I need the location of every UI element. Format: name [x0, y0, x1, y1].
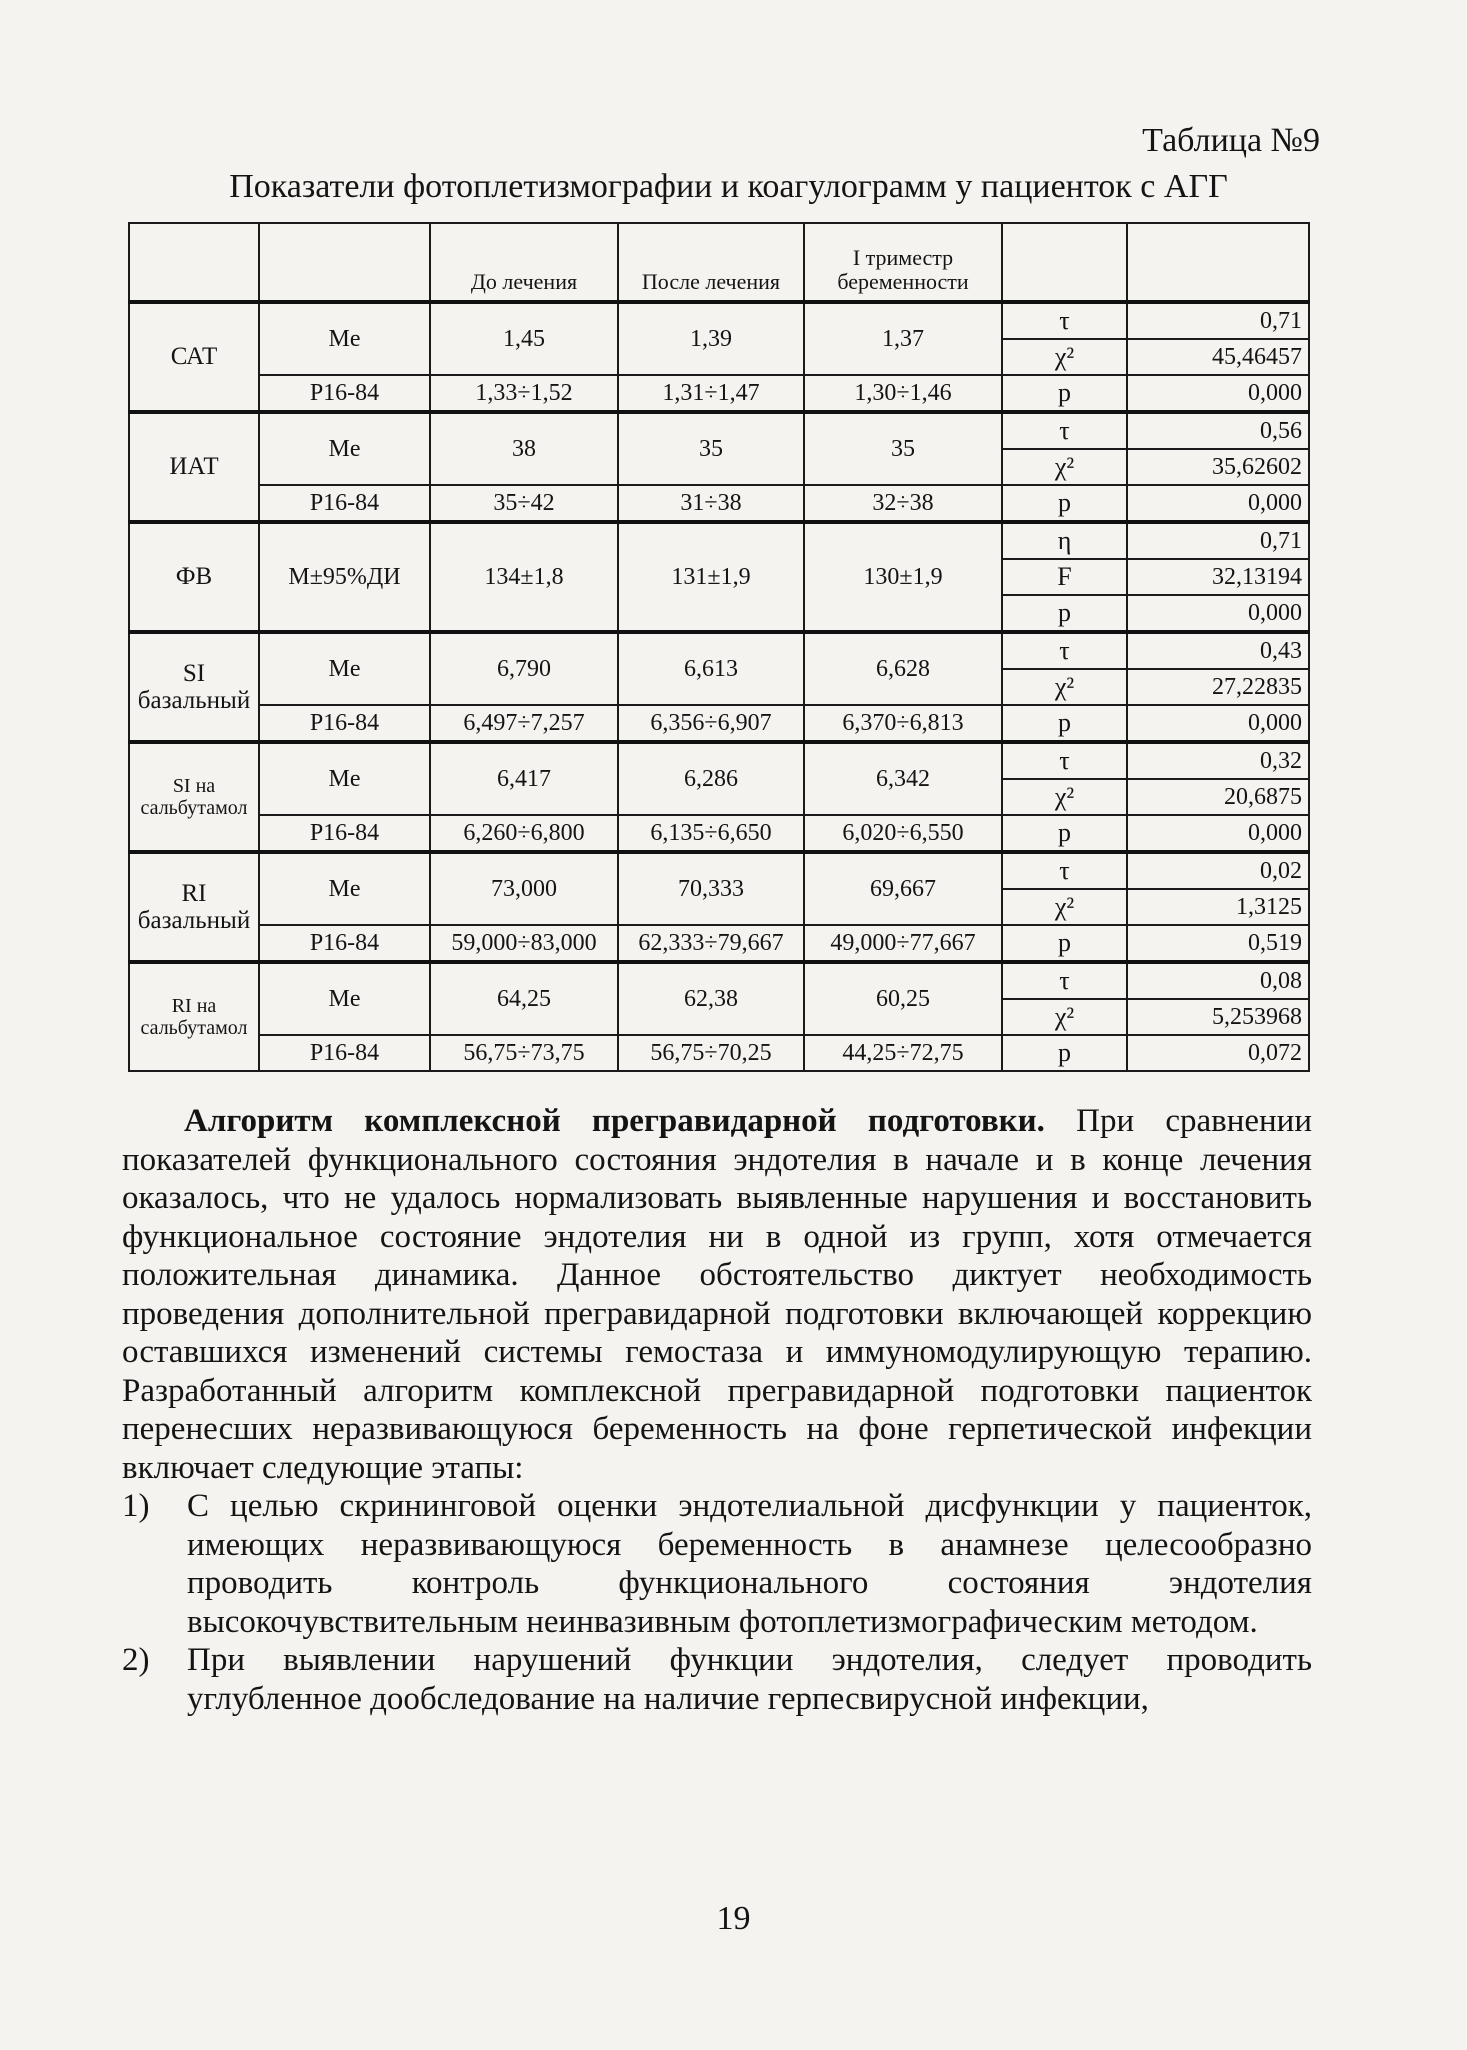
stat-value: 45,46457	[1127, 339, 1309, 375]
row-label: Me	[259, 632, 430, 705]
row-label: P16-84	[259, 1035, 430, 1071]
value-cell: 6,020÷6,550	[804, 815, 1002, 852]
stat-name: τ	[1002, 632, 1127, 669]
stat-value: 5,253968	[1127, 999, 1309, 1035]
table-row	[129, 522, 1309, 559]
table-row	[129, 925, 1309, 962]
stat-name: χ²	[1002, 669, 1127, 705]
stat-value: 0,000	[1127, 375, 1309, 412]
stat-name: τ	[1002, 962, 1127, 999]
stat-name: χ²	[1002, 999, 1127, 1035]
table-row	[129, 852, 1309, 889]
stat-value: 0,02	[1127, 852, 1309, 889]
value-cell: 62,333÷79,667	[618, 925, 804, 962]
stat-name: F	[1002, 559, 1127, 595]
row-label: Me	[259, 302, 430, 375]
row-label: Me	[259, 962, 430, 1035]
table-row	[129, 742, 1309, 779]
row-label: Me	[259, 852, 430, 925]
value-cell: 6,497÷7,257	[430, 705, 618, 742]
stat-value: 0,08	[1127, 962, 1309, 999]
stat-value: 0,000	[1127, 485, 1309, 522]
stat-name: p	[1002, 375, 1127, 412]
value-cell: 131±1,9	[618, 522, 804, 632]
value-cell: 38	[430, 412, 618, 485]
group-label: ФВ	[129, 522, 259, 632]
stat-name: η	[1002, 522, 1127, 559]
row-label: P16-84	[259, 705, 430, 742]
stat-value: 0,000	[1127, 595, 1309, 632]
value-cell: 6,417	[430, 742, 618, 815]
value-cell: 1,37	[804, 302, 1002, 375]
value-cell: 6,613	[618, 632, 804, 705]
stat-name: τ	[1002, 742, 1127, 779]
stat-value: 0,519	[1127, 925, 1309, 962]
stat-name: χ²	[1002, 779, 1127, 815]
row-label: Me	[259, 412, 430, 485]
group-label: САТ	[129, 302, 259, 412]
table-row	[129, 412, 1309, 449]
value-cell: 56,75÷73,75	[430, 1035, 618, 1071]
table-row	[129, 1035, 1309, 1071]
value-cell: 6,356÷6,907	[618, 705, 804, 742]
value-cell: 32÷38	[804, 485, 1002, 522]
value-cell: 130±1,9	[804, 522, 1002, 632]
stat-name: p	[1002, 815, 1127, 852]
stat-value: 0,71	[1127, 522, 1309, 559]
value-cell: 64,25	[430, 962, 618, 1035]
value-cell: 49,000÷77,667	[804, 925, 1002, 962]
table-row	[129, 705, 1309, 742]
stat-name: p	[1002, 485, 1127, 522]
table-header-row	[129, 223, 1309, 302]
value-cell: 56,75÷70,25	[618, 1035, 804, 1071]
stat-value: 0,71	[1127, 302, 1309, 339]
stat-value: 0,56	[1127, 412, 1309, 449]
stat-name: τ	[1002, 852, 1127, 889]
stat-name: p	[1002, 595, 1127, 632]
body-text	[122, 1102, 1312, 1718]
header-cell: После лечения	[618, 223, 804, 302]
table-title: Показатели фотоплетизмографии и коагулограмм у пациенток с АГГ	[229, 168, 1228, 205]
row-label: P16-84	[259, 485, 430, 522]
group-label: SI на сальбутамол	[129, 742, 259, 852]
value-cell: 70,333	[618, 852, 804, 925]
value-cell: 6,260÷6,800	[430, 815, 618, 852]
stat-name: p	[1002, 925, 1127, 962]
data-table	[128, 222, 1310, 1072]
table-number: Таблица №9	[1142, 122, 1320, 159]
value-cell: 1,33÷1,52	[430, 375, 618, 412]
value-cell: 1,31÷1,47	[618, 375, 804, 412]
steps-list	[122, 1487, 1312, 1718]
value-cell: 69,667	[804, 852, 1002, 925]
value-cell: 1,39	[618, 302, 804, 375]
row-label: P16-84	[259, 815, 430, 852]
page-number: 19	[716, 1900, 751, 1937]
value-cell: 6,135÷6,650	[618, 815, 804, 852]
table-row	[129, 485, 1309, 522]
row-label: P16-84	[259, 925, 430, 962]
header-cell	[1002, 223, 1127, 302]
header-cell	[129, 223, 259, 302]
stat-name: p	[1002, 1035, 1127, 1071]
header-cell: До лечения	[430, 223, 618, 302]
stat-name: τ	[1002, 302, 1127, 339]
stat-value: 0,32	[1127, 742, 1309, 779]
list-item	[122, 1641, 1312, 1718]
table-row	[129, 815, 1309, 852]
list-text: С целью скрининговой оценки эндотелиальной дисфункции у пациенток, имеющих неразвивающуюся беременность в анамнезе целесообразно проводить контроль функционального состояния эндотелия высокочувствительным неинвазивным фотоплетизмографическим методом.	[187, 1488, 1312, 1640]
stat-value: 27,22835	[1127, 669, 1309, 705]
value-cell: 59,000÷83,000	[430, 925, 618, 962]
value-cell: 35	[804, 412, 1002, 485]
stat-name: τ	[1002, 412, 1127, 449]
value-cell: 6,370÷6,813	[804, 705, 1002, 742]
stat-name: p	[1002, 705, 1127, 742]
header-cell	[1127, 223, 1309, 302]
group-label: SI базальный	[129, 632, 259, 742]
stat-value: 0,072	[1127, 1035, 1309, 1071]
group-label: RI базальный	[129, 852, 259, 962]
value-cell: 6,628	[804, 632, 1002, 705]
list-item	[122, 1487, 1312, 1641]
table-row	[129, 962, 1309, 999]
paragraph-text: При сравнении показателей функционального состояния эндотелия в начале и в конце лечения оказалось, что не удалось нормализовать выявленные нарушения и восстановить функциональное состояние эндотелия ни в одной из групп, хотя отмечается положительная динамика. Данное обстоятельство диктует необходимость проведения дополнительной прегравидарной подготовки включающей коррекцию оставшихся изменений системы гемостаза и иммуномодулирующую терапию. Разработанный алгоритм комплексной прегравидарной подготовки пациенток перенесших неразвивающуюся беременность на фоне герпетической инфекции включает следующие этапы:	[122, 1103, 1312, 1486]
value-cell: 73,000	[430, 852, 618, 925]
list-number: 1)	[122, 1488, 150, 1524]
stat-value: 20,6875	[1127, 779, 1309, 815]
group-label: RI на сальбутамол	[129, 962, 259, 1071]
value-cell: 1,45	[430, 302, 618, 375]
header-cell	[259, 223, 430, 302]
value-cell: 31÷38	[618, 485, 804, 522]
section-heading: Алгоритм комплексной прегравидарной подготовки.	[184, 1103, 1045, 1139]
stat-value: 0,000	[1127, 815, 1309, 852]
row-label: P16-84	[259, 375, 430, 412]
value-cell: 60,25	[804, 962, 1002, 1035]
table-row	[129, 375, 1309, 412]
table-row	[129, 302, 1309, 339]
stat-name: χ²	[1002, 889, 1127, 925]
stat-value: 35,62602	[1127, 449, 1309, 485]
paragraph	[122, 1102, 1312, 1487]
value-cell: 6,286	[618, 742, 804, 815]
stat-value: 0,000	[1127, 705, 1309, 742]
value-cell: 62,38	[618, 962, 804, 1035]
stat-value: 1,3125	[1127, 889, 1309, 925]
value-cell: 44,25÷72,75	[804, 1035, 1002, 1071]
value-cell: 134±1,8	[430, 522, 618, 632]
stat-value: 0,43	[1127, 632, 1309, 669]
value-cell: 1,30÷1,46	[804, 375, 1002, 412]
row-label: Me	[259, 742, 430, 815]
value-cell: 35	[618, 412, 804, 485]
group-label: ИАТ	[129, 412, 259, 522]
row-label: M±95%ДИ	[259, 522, 430, 632]
stat-name: χ²	[1002, 339, 1127, 375]
list-number: 2)	[122, 1642, 150, 1678]
value-cell: 35÷42	[430, 485, 618, 522]
list-text: При выявлении нарушений функции эндотелия, следует проводить углубленное дообследование на наличие герпесвирусной инфекции,	[187, 1642, 1312, 1717]
stat-value: 32,13194	[1127, 559, 1309, 595]
stat-name: χ²	[1002, 449, 1127, 485]
table-row	[129, 632, 1309, 669]
value-cell: 6,790	[430, 632, 618, 705]
value-cell: 6,342	[804, 742, 1002, 815]
header-cell: I триместр беременности	[804, 223, 1002, 302]
